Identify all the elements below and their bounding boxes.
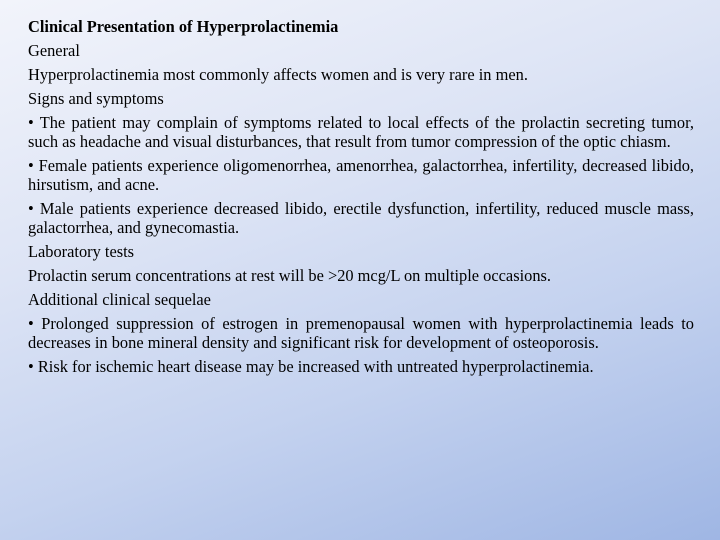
bullet-local-effects: • The patient may complain of symptoms related to local effects of the prolactin secreting tumor, such as headache and visual disturbances, that result from tumor compression of the optic chiasm. bbox=[28, 113, 694, 151]
section-heading-laboratory-tests: Laboratory tests bbox=[28, 242, 135, 261]
section-heading-signs-symptoms: Signs and symptoms bbox=[28, 89, 164, 108]
general-paragraph: Hyperprolactinemia most commonly affects women and is very rare in men. bbox=[28, 65, 528, 84]
laboratory-paragraph: Prolactin serum concentrations at rest will be >20 mcg/L on multiple occasions. bbox=[28, 266, 551, 285]
slide-title: Clinical Presentation of Hyperprolactinemia bbox=[28, 17, 339, 36]
bullet-estrogen-suppression: • Prolonged suppression of estrogen in premenopausal women with hyperprolactinemia leads to decreases in bone mineral density and significant risk for development of osteoporosis. bbox=[28, 314, 694, 352]
bullet-ischemic-heart-disease: • Risk for ischemic heart disease may be increased with untreated hyperprolactinemia. bbox=[28, 357, 594, 376]
bullet-male-patients: • Male patients experience decreased libido, erectile dysfunction, infertility, reduced muscle mass, galactorrhea, and gynecomastia. bbox=[28, 199, 694, 237]
bullet-female-patients: • Female patients experience oligomenorrhea, amenorrhea, galactorrhea, infertility, decreased libido, hirsutism, and acne. bbox=[28, 156, 694, 194]
slide-content bbox=[28, 17, 694, 381]
section-heading-general: General bbox=[28, 41, 80, 60]
section-heading-additional-sequelae: Additional clinical sequelae bbox=[28, 290, 211, 309]
